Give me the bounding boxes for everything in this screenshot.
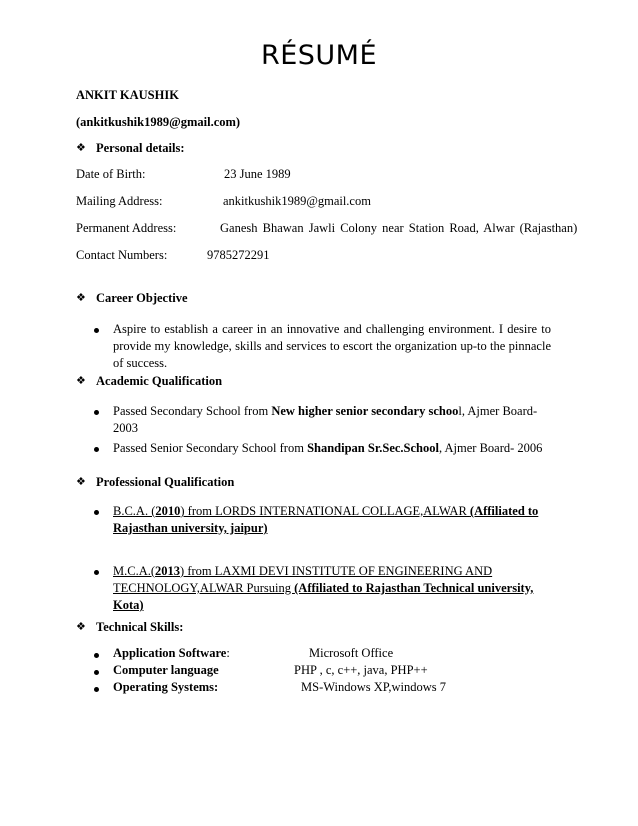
academic-item-text: Passed Secondary School from [113,404,272,418]
diamond-bullet-icon: ❖ [76,621,86,633]
academic-item-secondary [113,403,553,437]
contact-numbers-value: 9785272291 [207,248,270,262]
diamond-bullet-icon: ❖ [76,375,86,387]
degree-text: ) from LAXMI DEVI INSTITUTE OF ENGINEERING AND TECHNOLOGY,ALWAR Pursuing [113,564,493,595]
career-objective-heading: Career Objective [96,291,188,305]
professional-item-mca [113,563,545,614]
contact-numbers-label: Contact Numbers: [76,248,168,262]
mailing-address-label: Mailing Address: [76,194,163,208]
page-title: RÉSUMÉ [260,40,378,71]
permanent-address-label: Permanent Address: [76,221,177,235]
diamond-bullet-icon: ❖ [76,142,86,154]
diamond-bullet-icon: ❖ [76,292,86,304]
dob-label: Date of Birth: [76,167,146,181]
skill-label-language: Computer language [113,663,219,677]
school-name: New higher senior secondary schoo [271,404,459,418]
bullet-icon [94,447,99,452]
degree-year: 2010 [155,504,181,518]
skill-value-language: PHP , c, c++, java, PHP++ [294,663,428,677]
skill-value-application: Microsoft Office [309,646,394,660]
professional-qualification-heading: Professional Qualification [96,475,235,489]
dob-value: 23 June 1989 [224,167,291,181]
bullet-icon [94,410,99,415]
skill-label-application [113,646,230,661]
academic-item-text: , Ajmer Board- 2006 [438,441,543,455]
academic-qualification-heading: Academic Qualification [96,374,223,388]
skill-label-os: Operating Systems: [113,680,219,694]
school-name: Shandipan Sr.Sec.School [307,441,439,455]
mailing-address-value: ankitkushik1989@gmail.com [223,194,371,208]
bullet-icon [94,510,99,515]
applicant-email: (ankitkushik1989@gmail.com) [76,115,241,129]
affiliation-text: (Affiliated to Rajasthan Technical university, Kota) [113,581,534,612]
permanent-address-value: Ganesh Bhawan Jawli Colony near Station Road, Alwar (Rajasthan) [220,221,578,235]
professional-item-bca [113,503,545,537]
bullet-icon [94,670,99,675]
skill-label-text: Application Software [113,646,227,660]
academic-item-text: Passed Senior Secondary School from [113,441,308,455]
degree-text: ) from LORDS INTERNATIONAL COLLAGE,ALWAR [180,504,470,518]
bullet-icon [94,653,99,658]
degree-text: B.C.A. ( [113,504,156,518]
bullet-icon [94,570,99,575]
bullet-icon [94,328,99,333]
bullet-icon [94,687,99,692]
applicant-name: ANKIT KAUSHIK [76,88,179,102]
degree-year: 2013 [155,564,181,578]
skill-value-os: MS-Windows XP,windows 7 [301,680,447,694]
academic-item-year: 2003 [113,421,138,435]
personal-details-heading: Personal details: [96,141,185,155]
academic-item-text: l, Ajmer Board- [458,404,538,418]
degree-text: M.C.A.( [113,564,156,578]
academic-item-senior-secondary [113,440,553,457]
career-objective-text: Aspire to establish a career in an innovative and challenging environment. I desire to provide my knowledge, skills and services to escort the organization up-to the pinnacle of success. [113,322,551,370]
skill-label-colon: : [226,646,230,660]
diamond-bullet-icon: ❖ [76,476,86,488]
affiliation-text: (Affiliated to Rajasthan university, jaipur) [113,504,539,535]
technical-skills-heading: Technical Skills: [96,620,184,634]
